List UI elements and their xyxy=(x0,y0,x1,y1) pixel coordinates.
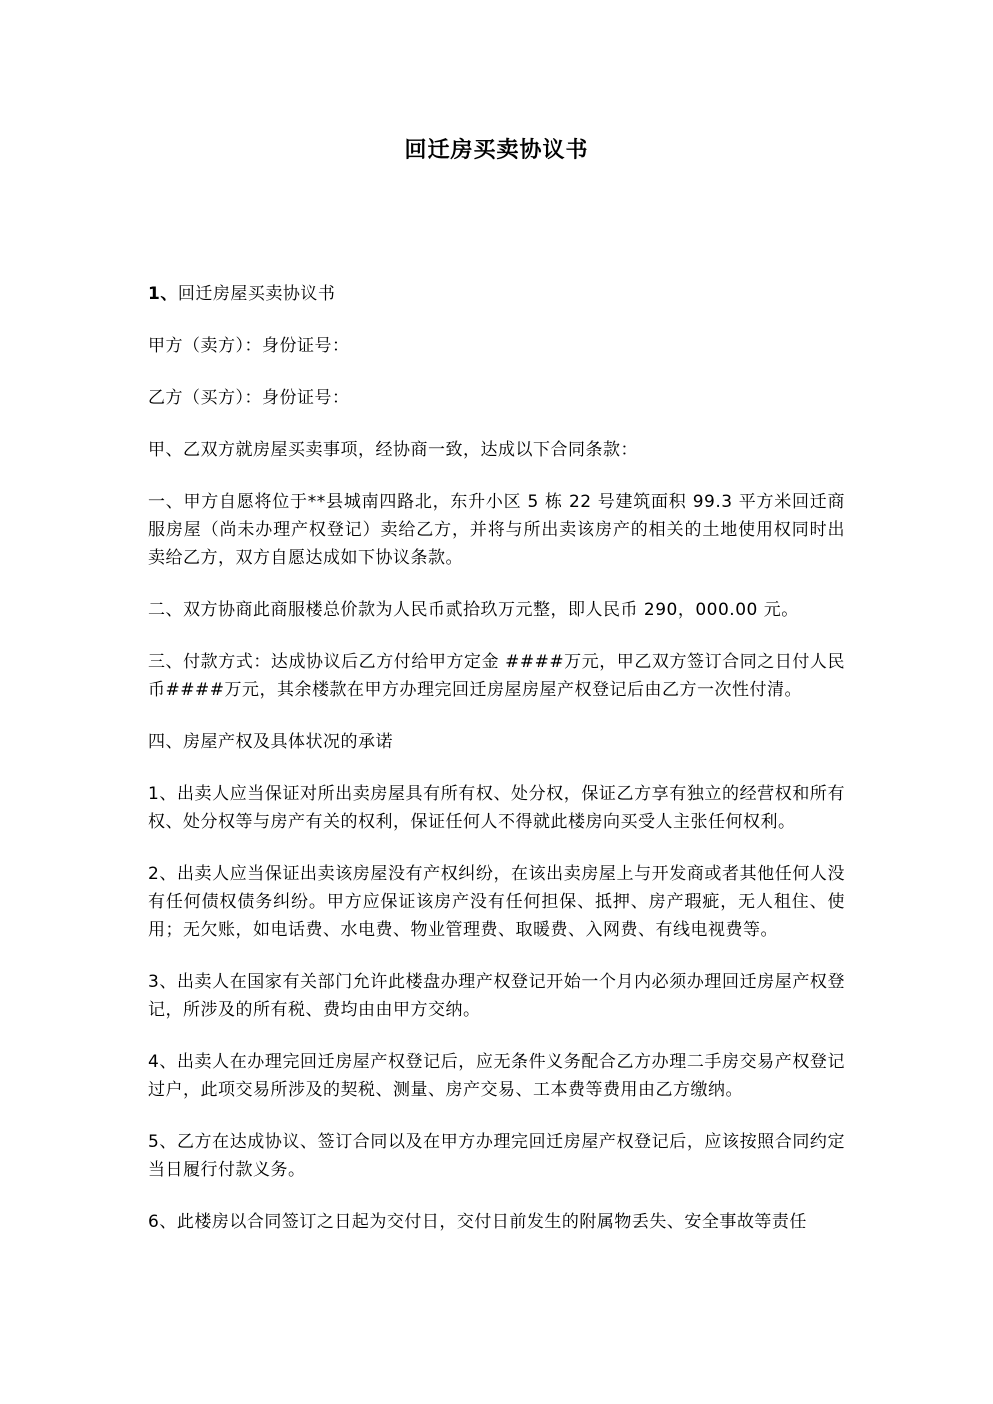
party-b-line: 乙方（买方）：身份证号： xyxy=(148,388,350,408)
preamble-line: 甲、乙双方就房屋买卖事项，经协商一致，达成以下合同条款： xyxy=(148,440,638,460)
promise-item-5: 5、乙方在达成协议、签订合同以及在甲方办理完回迁房屋产权登记后，应该按照合同约定当日履行付款义务。 xyxy=(148,1132,845,1180)
promise-item-4: 4、出卖人在办理完回迁房屋产权登记后，应无条件义务配合乙方办理二手房交易产权登记过户，此项交易所涉及的契税、测量、房产交易、工本费等费用由乙方缴纳。 xyxy=(148,1052,845,1100)
promise-item-6: 6、此楼房以合同签订之日起为交付日，交付日前发生的附属物丢失、安全事故等责任 xyxy=(148,1212,807,1232)
promise-item-1: 1、出卖人应当保证对所出卖房屋具有所有权、处分权，保证乙方享有独立的经营权和所有权、处分权等与房产有关的权利，保证任何人不得就此楼房向买受人主张任何权利。 xyxy=(148,784,845,832)
clause-4-heading: 四、房屋产权及具体状况的承诺 xyxy=(148,732,393,752)
list-item-heading xyxy=(148,280,845,308)
promise-item-2: 2、出卖人应当保证出卖该房屋没有产权纠纷，在该出卖房屋上与开发商或者其他任何人没有任何债权债务纠纷。甲方应保证该房产没有任何担保、抵押、房产瑕疵，无人租住、使用；无欠账，如电话费、水电费、物业管理费、取暖费、入网费、有线电视费等。 xyxy=(148,864,845,940)
promise-item-3: 3、出卖人在国家有关部门允许此楼盘办理产权登记开始一个月内必须办理回迁房屋产权登记，所涉及的所有税、费均由由甲方交纳。 xyxy=(148,972,845,1020)
list-item-text: 回迁房屋买卖协议书 xyxy=(177,284,336,304)
document-title: 回迁房买卖协议书 xyxy=(404,138,589,163)
clause-1-property: 一、甲方自愿将位于**县城南四路北，东升小区 5 栋 22 号建筑面积 99.3 平方米回迁商服房屋（尚未办理产权登记）卖给乙方，并将与所出卖该房产的相关的土地使用权同时出卖给乙方，双方自愿达成如下协议条款。 xyxy=(148,492,845,568)
party-a-line: 甲方（卖方）：身份证号： xyxy=(148,336,350,356)
clause-2-price: 二、双方协商此商服楼总价款为人民币贰拾玖万元整，即人民币 290，000.00 元。 xyxy=(148,600,799,620)
clause-3-payment: 三、付款方式：达成协议后乙方付给甲方定金 ####万元，甲乙双方签订合同之日付人民币####万元，其余楼款在甲方办理完回迁房屋房屋产权登记后由乙方一次性付清。 xyxy=(148,652,845,700)
list-item-number: 1、 xyxy=(148,284,178,304)
